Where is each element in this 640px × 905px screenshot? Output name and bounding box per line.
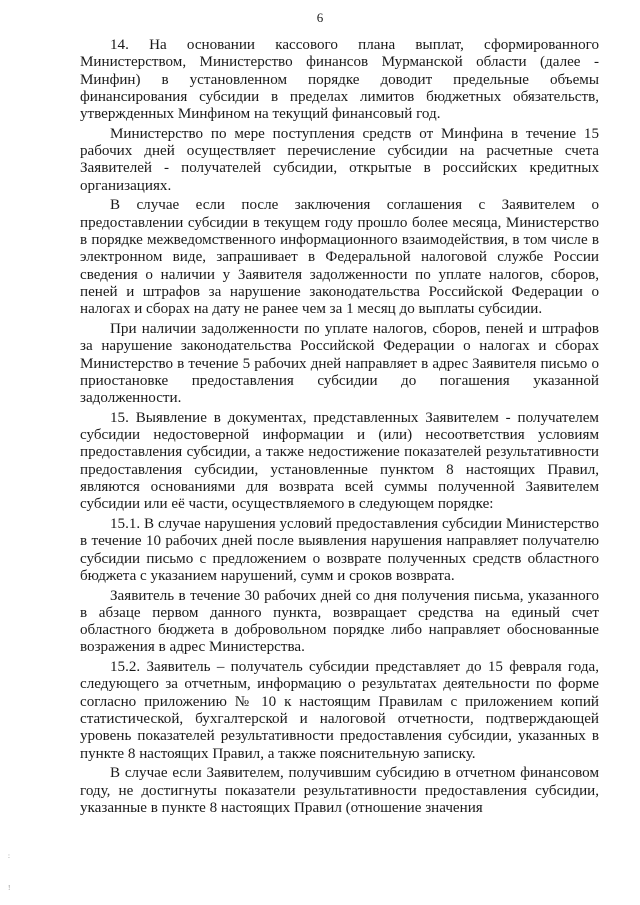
margin-mark: : [8,852,10,860]
paragraph-suspension-notice: При наличии задолженности по уплате налогов, сборов, пеней и штрафов за нарушение законодательства Российской Федерации о налогах и сборах Министерство в течение 5 рабочих дней направляет в адрес Заявителя письмо о приостановке предоставления субсидии до погашения указанной задолженности. [80,320,599,407]
page-number: 6 [316,10,324,25]
paragraph-indicators-not-achieved: В случае если Заявителем, получившим субсидию в отчетном финансовом году, не достигнуты показатели результативности предоставления субсидии, указанные в пункте 8 настоящих Правил (отношение значения [80,765,599,816]
paragraph-15-refund-grounds: 15. Выявление в документах, представленных Заявителем - получателем субсидии недостоверной информации и (или) несоответствия условиям предоставления субсидии, а также недостижение показателей результативности предоставления субсидии, установленные пунктом 8 настоящих Правил, являются основаниями для возврата всей суммы полученной Заявителем субсидии или её части, осуществляемого в следующем порядке: [80,409,599,513]
paragraph-tax-debt-request: В случае если после заключения соглашения с Заявителем о предоставлении субсидии в текущем году прошло более месяца, Министерство в порядке межведомственного информационного взаимодействия, в том числе в электронном виде, запрашивает в Федеральной налоговой службе России сведения о наличии у Заявителя задолженности по уплате налогов, сборов, пеней и штрафов за нарушение законодательства Российской Федерации о налогах и сборах на дату не ранее чем за 1 месяц до выплаты субсидии. [80,197,599,318]
document-body [80,37,599,820]
margin-mark: ! [8,884,11,892]
paragraph-15-2-performance-report: 15.2. Заявитель – получатель субсидии представляет до 15 февраля года, следующего за отчетным, информацию о результатах деятельности по форме согласно приложению № 10 к настоящим Правилам с приложением копий статистической, бухгалтерской и налоговой отчетности, подтверждающей уровень показателей результативности предоставления субсидии, указанных в пункте 8 настоящих Правил, а также пояснительную записку. [80,659,599,762]
paragraph-refund-deadline: Заявитель в течение 30 рабочих дней со дня получения письма, указанного в абзаце первом данного пункта, возвращает средства на единый счет областного бюджета в добровольном порядке либо направляет обоснованные возражения в адрес Министерства. [80,587,599,656]
paragraph-15-1-violation-letter: 15.1. В случае нарушения условий предоставления субсидии Министерство в течение 10 рабочих дней после выявления нарушения направляет получателю субсидии письмо с предложением о возврате полученных средств областного бюджета с указанием нарушений, сумм и сроков возврата. [80,515,599,584]
paragraph-subsidy-transfer: Министерство по мере поступления средств от Минфина в течение 15 рабочих дней осуществляет перечисление субсидии на расчетные счета Заявителей - получателей субсидии, открытые в российских кредитных организациях. [80,125,599,194]
paragraph-14-budget-limits: 14. На основании кассового плана выплат, сформированного Министерством, Министерство финансов Мурманской области (далее - Минфин) в установленном порядке доводит предельные объемы финансирования субсидии в пределах лимитов бюджетных обязательств, утвержденных Минфином на текущий финансовый год. [80,37,599,123]
